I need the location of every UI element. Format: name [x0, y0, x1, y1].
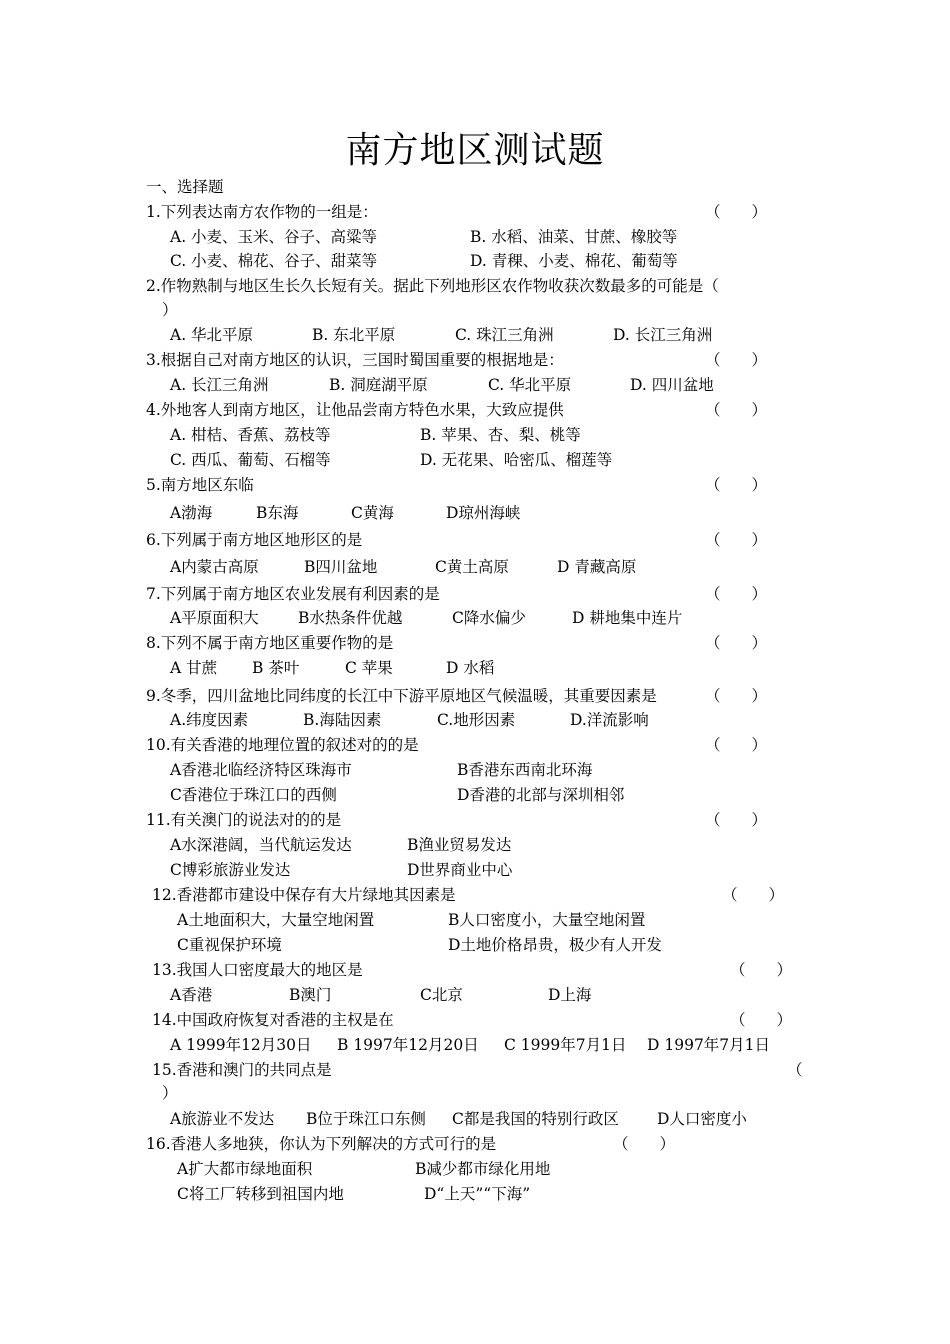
option: B渔业贸易发达 — [407, 836, 512, 854]
option: A水深港阔，当代航运发达 — [170, 836, 352, 854]
option: B.海陆因素 — [303, 711, 382, 729]
question-stem: 12.香港都市建设中保存有大片绿地其因素是 — [152, 886, 456, 904]
option: D. 长江三角洲 — [613, 326, 713, 344]
option: C都是我国的特别行政区 — [452, 1110, 619, 1128]
section-heading: 一、选择题 — [146, 178, 224, 196]
question-stem: 14.中国政府恢复对香港的主权是在 — [152, 1011, 394, 1029]
question-stem-continued: ） — [162, 1084, 178, 1102]
answer-paren: （ ） — [705, 585, 768, 603]
answer-paren: （ ） — [705, 203, 768, 221]
option: C.地形因素 — [437, 711, 516, 729]
option: D 1997年7月1日 — [647, 1036, 771, 1054]
option: D“上天”“下海” — [424, 1185, 531, 1203]
option: A内蒙古高原 — [170, 558, 259, 576]
question-stem: 13.我国人口密度最大的地区是 — [152, 961, 363, 979]
answer-paren: （ ） — [705, 736, 768, 754]
option: C黄土高原 — [435, 558, 509, 576]
question-stem: 8.下列不属于南方地区重要作物的是 — [146, 634, 394, 652]
question-stem: 1.下列表达南方农作物的一组是： — [146, 203, 378, 221]
question-stem: 6.下列属于南方地区地形区的是 — [146, 531, 363, 549]
option: C. 西瓜、葡萄、石榴等 — [170, 451, 331, 469]
option: B. 水稻、油菜、甘蔗、橡胶等 — [470, 228, 678, 246]
question-stem: 3.根据自己对南方地区的认识，三国时蜀国重要的根据地是： — [146, 351, 564, 369]
option: A土地面积大，大量空地闲置 — [177, 911, 375, 929]
option: B. 洞庭湖平原 — [329, 376, 428, 394]
option: B. 苹果、杏、梨、桃等 — [420, 426, 581, 444]
option: D 耕地集中连片 — [572, 609, 683, 627]
option: D.洋流影响 — [570, 711, 649, 729]
answer-paren: （ — [787, 1061, 803, 1079]
question-stem: 16.香港人多地狭，你认为下列解决的方式可行的是 — [146, 1135, 497, 1153]
option: C. 小麦、棉花、谷子、甜菜等 — [170, 252, 378, 270]
question-stem: 7.下列属于南方地区农业发展有利因素的是 — [146, 585, 440, 603]
option: A. 小麦、玉米、谷子、高粱等 — [170, 228, 378, 246]
question-stem: 2.作物熟制与地区生长久长短有关。据此下列地形区农作物收获次数最多的可能是（ — [146, 277, 719, 295]
option: A. 长江三角洲 — [170, 376, 269, 394]
option: D. 青稞、小麦、棉花、葡萄等 — [470, 252, 678, 270]
option: B减少都市绿化用地 — [415, 1160, 551, 1178]
option: D世界商业中心 — [407, 861, 513, 879]
option: B水热条件优越 — [298, 609, 403, 627]
page-title: 南方地区测试题 — [345, 130, 605, 171]
option: B 茶叶 — [252, 659, 300, 677]
option: A渤海 — [170, 504, 213, 522]
answer-paren: （ ） — [705, 531, 768, 549]
option: C北京 — [420, 986, 463, 1004]
answer-paren: （ ） — [730, 1011, 793, 1029]
option: A香港北临经济特区珠海市 — [170, 761, 352, 779]
option: C博彩旅游业发达 — [170, 861, 291, 879]
option: A扩大都市绿地面积 — [177, 1160, 313, 1178]
question-stem-continued: ） — [162, 301, 178, 319]
answer-paren: （ ） — [705, 687, 768, 705]
option: C重视保护环境 — [177, 936, 282, 954]
answer-paren: （ ） — [705, 351, 768, 369]
option: D. 无花果、哈密瓜、榴莲等 — [420, 451, 613, 469]
option: A. 华北平原 — [170, 326, 254, 344]
option: B四川盆地 — [304, 558, 378, 576]
option: A 甘蔗 — [170, 659, 218, 677]
answer-paren: （ ） — [730, 961, 793, 979]
question-stem: 9.冬季，四川盆地比同纬度的长江中下游平原地区气候温暖，其重要因素是 — [146, 687, 657, 705]
option: A. 柑桔、香蕉、荔枝等 — [170, 426, 331, 444]
option: C降水偏少 — [452, 609, 526, 627]
option: C. 珠江三角洲 — [455, 326, 554, 344]
option: D琼州海峡 — [446, 504, 521, 522]
answer-paren: （ ） — [705, 811, 768, 829]
option: B人口密度小，大量空地闲置 — [448, 911, 646, 929]
option: D人口密度小 — [657, 1110, 747, 1128]
option: D土地价格昂贵，极少有人开发 — [448, 936, 662, 954]
option: B香港东西南北环海 — [457, 761, 593, 779]
option: A香港 — [170, 986, 213, 1004]
question-stem: 15.香港和澳门的共同点是 — [152, 1061, 332, 1079]
option: A旅游业不发达 — [170, 1110, 275, 1128]
question-stem: 10.有关香港的地理位置的叙述对的的是 — [146, 736, 419, 754]
question-stem: 4.外地客人到南方地区，让他品尝南方特色水果，大致应提供 — [146, 401, 564, 419]
answer-paren: （ ） — [722, 886, 785, 904]
question-stem: 5.南方地区东临 — [146, 476, 254, 494]
option: D香港的北部与深圳相邻 — [457, 786, 625, 804]
option: A.纬度因素 — [170, 711, 249, 729]
question-stem: 11.有关澳门的说法对的的是 — [146, 811, 342, 829]
option: C 1999年7月1日 — [504, 1036, 627, 1054]
option: D 青藏高原 — [557, 558, 637, 576]
option: B位于珠江口东侧 — [306, 1110, 426, 1128]
option: C. 华北平原 — [488, 376, 572, 394]
option: C黄海 — [351, 504, 394, 522]
option: D上海 — [548, 986, 592, 1004]
option: C香港位于珠江口的西侧 — [170, 786, 337, 804]
answer-paren: （ ） — [705, 634, 768, 652]
option: B东海 — [256, 504, 299, 522]
option: B 1997年12月20日 — [337, 1036, 479, 1054]
option: C 苹果 — [345, 659, 393, 677]
option: D 水稻 — [446, 659, 495, 677]
option: A 1999年12月30日 — [170, 1036, 312, 1054]
option: C将工厂转移到祖国内地 — [177, 1185, 344, 1203]
option: B澳门 — [289, 986, 332, 1004]
option: B. 东北平原 — [312, 326, 396, 344]
answer-paren: （ ） — [705, 476, 768, 494]
answer-paren: （ ） — [705, 401, 768, 419]
option: D. 四川盆地 — [630, 376, 714, 394]
answer-paren: （ ） — [613, 1135, 676, 1153]
option: A平原面积大 — [170, 609, 259, 627]
